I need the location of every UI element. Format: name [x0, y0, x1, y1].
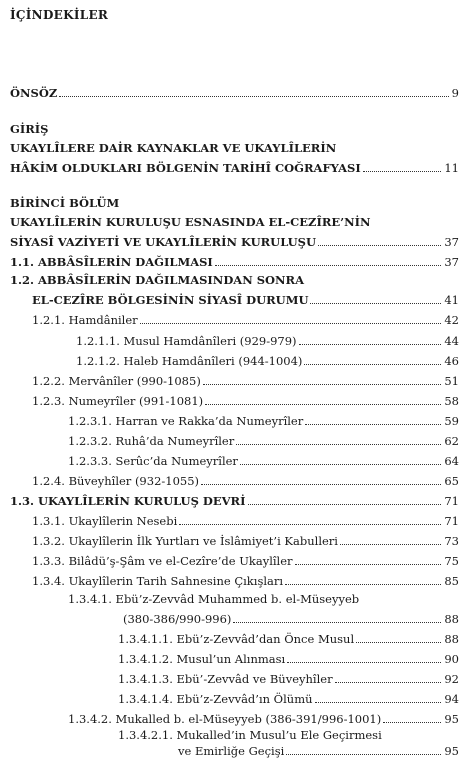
toc-entry-title: 1.1. ABBÂSÎLERİN DAĞILMASI: [10, 255, 213, 269]
toc-entry-page: 65: [444, 474, 459, 488]
toc-entry-page: 88: [444, 612, 459, 626]
leader-dots: [356, 640, 441, 643]
leader-dots: [315, 700, 442, 703]
toc-entry-page: 88: [444, 632, 459, 646]
toc-entry-1-3-4-1-2[interactable]: [118, 646, 459, 666]
toc-entry-1-2-1-2[interactable]: [76, 348, 459, 368]
toc-entry-1-3-4-1[interactable]: [123, 606, 459, 626]
toc-entry-title: 1.3.1. Ukaylîlerin Nesebi: [32, 514, 178, 528]
leader-dots: [201, 482, 441, 485]
toc-entry-1-3[interactable]: [10, 488, 459, 508]
toc-entry-title: 1.3. UKAYLÎLERİN KURULUŞ DEVRİ: [10, 494, 246, 508]
toc-entry-page: 58: [444, 394, 459, 408]
toc-entry-1-3-4-2[interactable]: [68, 706, 459, 726]
toc-entry-page: 41: [444, 293, 459, 307]
toc-entry-title: EL-CEZÎRE BÖLGESİNİN SİYASÎ DURUMU: [32, 293, 309, 307]
toc-entry-title: (380-386/990-996): [123, 612, 232, 626]
toc-entry-page: 11: [444, 161, 459, 175]
toc-entry-title: 1.3.3. Bilâdü’ş-Şâm ve el-Cezîre’de Ukaylîler: [32, 554, 293, 568]
toc-entry-giris-line1: UKAYLÎLERE DAİR KAYNAKLAR VE UKAYLÎLERİN: [10, 141, 337, 155]
leader-dots: [215, 263, 442, 266]
toc-entry-page: 71: [444, 514, 459, 528]
toc-entry-1-2-1[interactable]: [32, 307, 459, 327]
section-label-bolum1: BİRİNCİ BÖLÜM: [10, 196, 120, 210]
toc-entry-1-3-4-1-line1: 1.3.4.1. Ebü’z-Zevvâd Muhammed b. el-Müseyyeb: [68, 592, 360, 606]
toc-entry-1-2-3-1[interactable]: [68, 408, 459, 428]
toc-entry-title: 1.2.3. Numeyrîler (991-1081): [32, 394, 204, 408]
leader-dots: [233, 620, 441, 623]
leader-dots: [285, 582, 441, 585]
toc-entry-page: 73: [444, 534, 459, 548]
leader-dots: [295, 562, 442, 565]
toc-entry-title: 1.3.4. Ukaylîlerin Tarih Sahnesine Çıkışları: [32, 574, 284, 588]
leader-dots: [203, 382, 442, 385]
toc-entry-1-2-3[interactable]: [32, 388, 459, 408]
toc-entry-title: 1.3.4.2. Mukalled b. el-Müseyyeb (386-391/996-1001): [68, 712, 382, 726]
leader-dots: [205, 402, 441, 405]
toc-entry-page: 95: [444, 744, 459, 758]
toc-entry-1-3-4-2-1[interactable]: [178, 740, 459, 758]
toc-entry-page: 95: [444, 712, 459, 726]
toc-entry-1-3-4-1-3[interactable]: [118, 666, 459, 686]
leader-dots: [59, 94, 448, 97]
leader-dots: [287, 660, 441, 663]
toc-entry-title: 1.2.3.3. Serûc’da Numeyrîler: [68, 454, 238, 468]
toc-entry-1-2-3-3[interactable]: [68, 448, 459, 468]
leader-dots: [140, 321, 442, 324]
toc-entry-page: 62: [444, 434, 459, 448]
leader-dots: [318, 243, 441, 246]
toc-entry-1-3-3[interactable]: [32, 548, 459, 568]
leader-dots: [304, 362, 441, 365]
toc-entry-page: 94: [444, 692, 459, 706]
toc-entry-title: 1.2.1.2. Haleb Hamdânîleri (944-1004): [76, 354, 303, 368]
toc-entry-1-3-1[interactable]: [32, 508, 459, 528]
toc-entry-page: 59: [444, 414, 459, 428]
toc-entry-1-2-3-2[interactable]: [68, 428, 459, 448]
toc-entry-title: 1.2.1. Hamdâniler: [32, 313, 138, 327]
toc-entry-title: 1.3.4.1.3. Ebü’-Zevvâd ve Büveyhîler: [118, 672, 333, 686]
toc-entry-1-1[interactable]: [10, 249, 459, 269]
toc-entry-page: 42: [444, 313, 459, 327]
toc-entry-page: 71: [444, 494, 459, 508]
toc-entry-title: ve Emirliğe Geçişi: [178, 744, 285, 758]
toc-entry-bolum1[interactable]: [10, 229, 459, 249]
leader-dots: [286, 752, 441, 755]
toc-entry-1-3-4-1-1[interactable]: [118, 626, 459, 646]
toc-entry-title: 1.3.4.1.4. Ebü’z-Zevvâd’ın Ölümü: [118, 692, 313, 706]
toc-entry-page: 37: [444, 255, 459, 269]
leader-dots: [305, 422, 441, 425]
toc-entry-page: 92: [444, 672, 459, 686]
toc-entry-page: 9: [451, 86, 459, 100]
toc-entry-title: 1.2.3.1. Harran ve Rakka’da Numeyrîler: [68, 414, 304, 428]
toc-entry-page: 37: [444, 235, 459, 249]
toc-entry-1-3-4[interactable]: [32, 568, 459, 588]
toc-entry-1-2-1-1[interactable]: [76, 328, 459, 348]
leader-dots: [335, 680, 442, 683]
toc-entry-title: 1.3.4.1.2. Musul’un Alınması: [118, 652, 286, 666]
toc-entry-page: 46: [444, 354, 459, 368]
toc-entry-1-3-4-1-4[interactable]: [118, 686, 459, 706]
leader-dots: [340, 542, 441, 545]
leader-dots: [236, 442, 441, 445]
toc-entry-title: SİYASÎ VAZİYETİ VE UKAYLÎLERİN KURULUŞU: [10, 235, 317, 249]
toc-entry-bolum1-line1: UKAYLÎLERİN KURULUŞU ESNASINDA EL-CEZÎRE’NİN: [10, 215, 371, 229]
toc-entry-title: HÂKİM OLDUKLARI BÖLGENİN TARİHÎ COĞRAFYASI: [10, 161, 361, 175]
section-label-giris: GİRİŞ: [10, 122, 49, 136]
toc-entry-title: 1.2.1.1. Musul Hamdânîleri (929-979): [76, 334, 297, 348]
toc-entry-page: 64: [444, 454, 459, 468]
toc-entry-page: 75: [444, 554, 459, 568]
leader-dots: [248, 502, 442, 505]
toc-entry-giris[interactable]: [10, 155, 459, 175]
toc-entry-title: 1.3.2. Ukaylîlerin İlk Yurtları ve İslâmiyet’i Kabulleri: [32, 534, 338, 548]
toc-entry-1-3-2[interactable]: [32, 528, 459, 548]
toc-entry-1-2-4[interactable]: [32, 468, 459, 488]
toc-entry-1-2[interactable]: [32, 287, 459, 307]
leader-dots: [383, 720, 441, 723]
leader-dots: [299, 342, 442, 345]
leader-dots: [179, 522, 441, 525]
toc-entry-1-2-line1: 1.2. ABBÂSÎLERİN DAĞILMASINDAN SONRA: [10, 273, 305, 287]
toc-entry-title: 1.2.4. Büveyhîler (932-1055): [32, 474, 200, 488]
toc-entry-page: 51: [444, 374, 459, 388]
toc-entry-title: 1.2.3.2. Ruhâ’da Numeyrîler: [68, 434, 235, 448]
leader-dots: [363, 169, 442, 172]
toc-entry-page: 85: [444, 574, 459, 588]
page-title: İÇİNDEKİLER: [10, 8, 109, 22]
toc-entry-title: 1.2.2. Mervânîler (990-1085): [32, 374, 201, 388]
toc-entry-page: 44: [444, 334, 459, 348]
toc-entry-1-3-4-2-1-line1: 1.3.4.2.1. Mukalled’in Musul’u Ele Geçirmesi: [118, 728, 382, 742]
toc-entry-title: ÖNSÖZ: [10, 86, 58, 100]
toc-entry-onsoz[interactable]: [10, 80, 459, 100]
toc-entry-page: 90: [444, 652, 459, 666]
leader-dots: [240, 462, 441, 465]
leader-dots: [310, 301, 441, 304]
toc-entry-1-2-2[interactable]: [32, 368, 459, 388]
toc-entry-title: 1.3.4.1.1. Ebü’z-Zevvâd’dan Önce Musul: [118, 632, 355, 646]
